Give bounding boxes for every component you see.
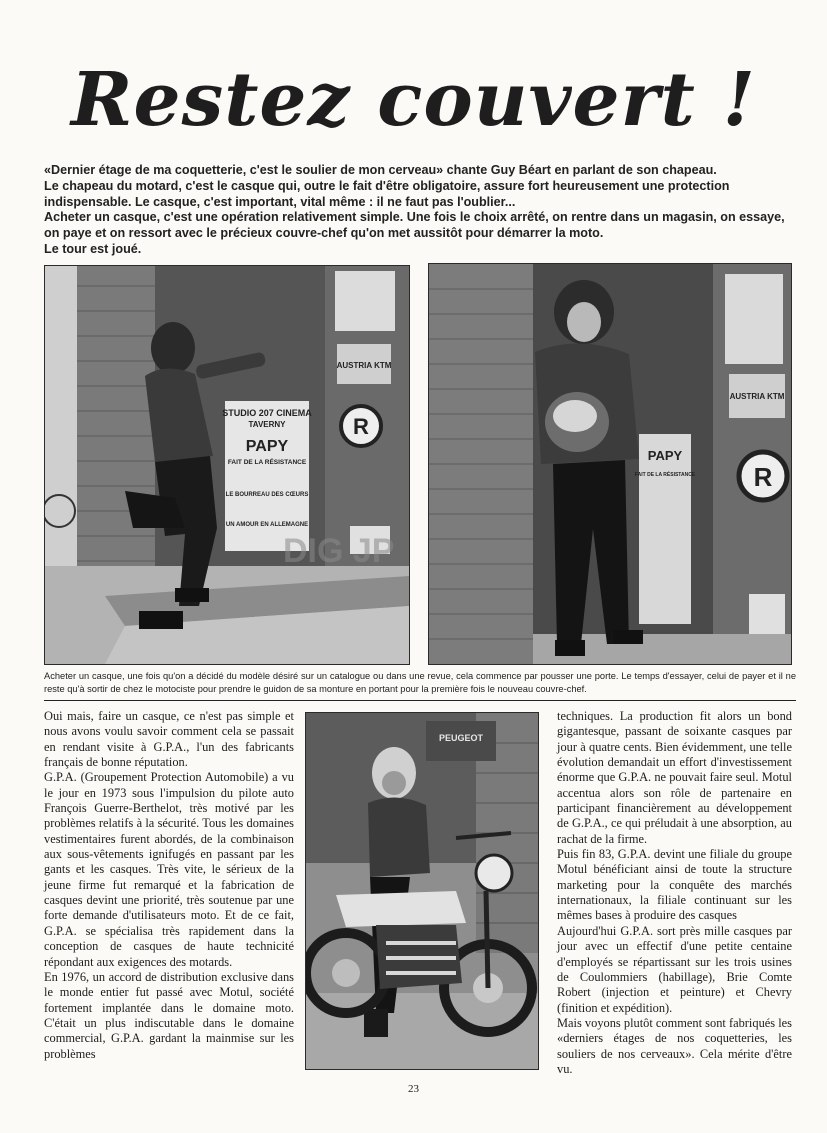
watermark-text: DIG JP: [283, 532, 395, 570]
body-paragraph: G.P.A. (Groupement Protection Automobile) a vu le jour en 1973 sous l'impulsion du pilote auto François Guerre-Berthelot, très motivé par les problèmes relatifs à la sécurité. Tous les domaines vestimentaires furent abordés, de la combinaison aux sous-vêtements ignifugés en passant par les gants et les casques. Très vite, le sérieux de la jeune firme fut remarqué et la fabrication de casques devint une priorité, très soutenue par une forte demande d'utilisateurs moto. Et de ce fait, G.P.A. se spécialisa très rapidement dans la conception de casques de haute technicité répondant aux exigences des motards.: [44, 770, 294, 969]
shop-door-photo-left: [44, 265, 410, 665]
body-paragraph: Puis fin 83, G.P.A. devint une filiale du groupe Motul bénéficiant ainsi de toute la structure marketing pour la conquête des marchés internationaux, la filiale continuant sur les mêmes bases à produire des casques: [557, 847, 792, 923]
intro-paragraph: «Dernier étage de ma coquetterie, c'est le soulier de mon cerveau» chante Guy Béart en parlant de son chapeau.: [44, 163, 717, 177]
article-column-right: [557, 709, 792, 1077]
poster-cinema-text: STUDIO 207 CINEMA: [222, 408, 312, 418]
motorcycle-illustration: [306, 713, 538, 1069]
intro-paragraph: Le chapeau du motard, c'est le casque qui, outre le fait d'être obligatoire, assure fort heureusement une protection indispensable. Le casque, c'est important, vital même : il ne faut pas l'oublier...: [44, 178, 730, 209]
intro-paragraph: Le tour est joué.: [44, 241, 142, 256]
poster-town-text: TAVERNY: [248, 420, 286, 429]
photo-caption: Acheter un casque, une fois qu'on a décidé du modèle désiré sur un catalogue ou dans une revue, cela commence par pousser une porte. Le temps d'essayer, celui de payer et il ne reste qu'à sortir de chez le motociste pour prendre le guidon de sa monture en portant pour la première fois le nouveau couvre-chef.: [44, 671, 796, 694]
body-paragraph: En 1976, un accord de distribution exclusive dans le monde entier fut passé avec Motul, société fortement implantée dans le domaine moto. C'était un plus indiscutable dans le domaine commercial, G.P.A. gardant la mainmise sur les problèmes: [44, 969, 294, 1061]
poster-title-text: PAPY: [647, 448, 683, 463]
ktm-sign-text: AUSTRIA KTM: [336, 361, 392, 370]
peugeot-sign-text: PEUGEOT: [438, 733, 484, 743]
article-intro: [44, 163, 794, 258]
shop-door-illustration: [45, 266, 409, 664]
poster-subtitle-text: FAIT DE LA RÉSISTANCE: [634, 472, 696, 478]
r-sign-letter: R: [353, 414, 369, 439]
poster-title-text: PAPY: [245, 438, 289, 455]
page-number: 23: [408, 1083, 419, 1095]
shop-door-photo-right: [428, 263, 792, 665]
body-paragraph: techniques. La production fit alors un bond gigantesque, passant de soixante casques par jour à quatre cents. Bien évidemment, une telle évolution demandait un effort d'investissement énorme que G.P.A. ne pouvait faire seul. Motul accentua alors son rôle de partenaire en participant financièrement au développement de G.P.A., ce qui préludait à une absorption, au rachat de la firme.: [557, 709, 792, 846]
poster-second-film-text: LE BOURREAU DES CŒURS: [225, 492, 309, 498]
body-paragraph: Aujourd'hui G.P.A. sort près mille casques par jour avec un effectif d'une petite centaine d'employés se répartissant sur les trois usines de Coulommiers (habillage), Brie Comte Robert (injection et peinture) et Chevry (finition et expédition).: [557, 923, 792, 1015]
body-paragraph: Mais voyons plutôt comment sont fabriqués les «derniers étages de nos coquetteries, les souliers de nos cerveaux». Cela mérite d'être vu.: [557, 1015, 792, 1076]
article-column-left: [44, 709, 294, 1062]
ktm-sign-text: AUSTRIA KTM: [729, 392, 785, 401]
shop-exit-illustration: [429, 264, 791, 664]
article-title: Restez couvert !: [71, 57, 756, 143]
motorcycle-photo: [305, 712, 539, 1070]
poster-subtitle-text: FAIT DE LA RÉSISTANCE: [227, 459, 307, 466]
intro-paragraph: Acheter un casque, c'est une opération relativement simple. Une fois le choix arrêté, on rentre dans un magasin, on essaye, on paye et on ressort avec le précieux couvre-chef qu'on met aussitôt pour démarrer la moto.: [44, 210, 785, 241]
r-sign-letter: R: [753, 462, 773, 492]
body-paragraph: Oui mais, faire un casque, ce n'est pas simple et nous avons voulu savoir comment cela se passait en rendant visite à G.P.A., l'un des fabricants français de bonne réputation.: [44, 709, 294, 770]
section-divider: [44, 700, 796, 701]
poster-third-film-text: UN AMOUR EN ALLEMAGNE: [225, 522, 309, 528]
